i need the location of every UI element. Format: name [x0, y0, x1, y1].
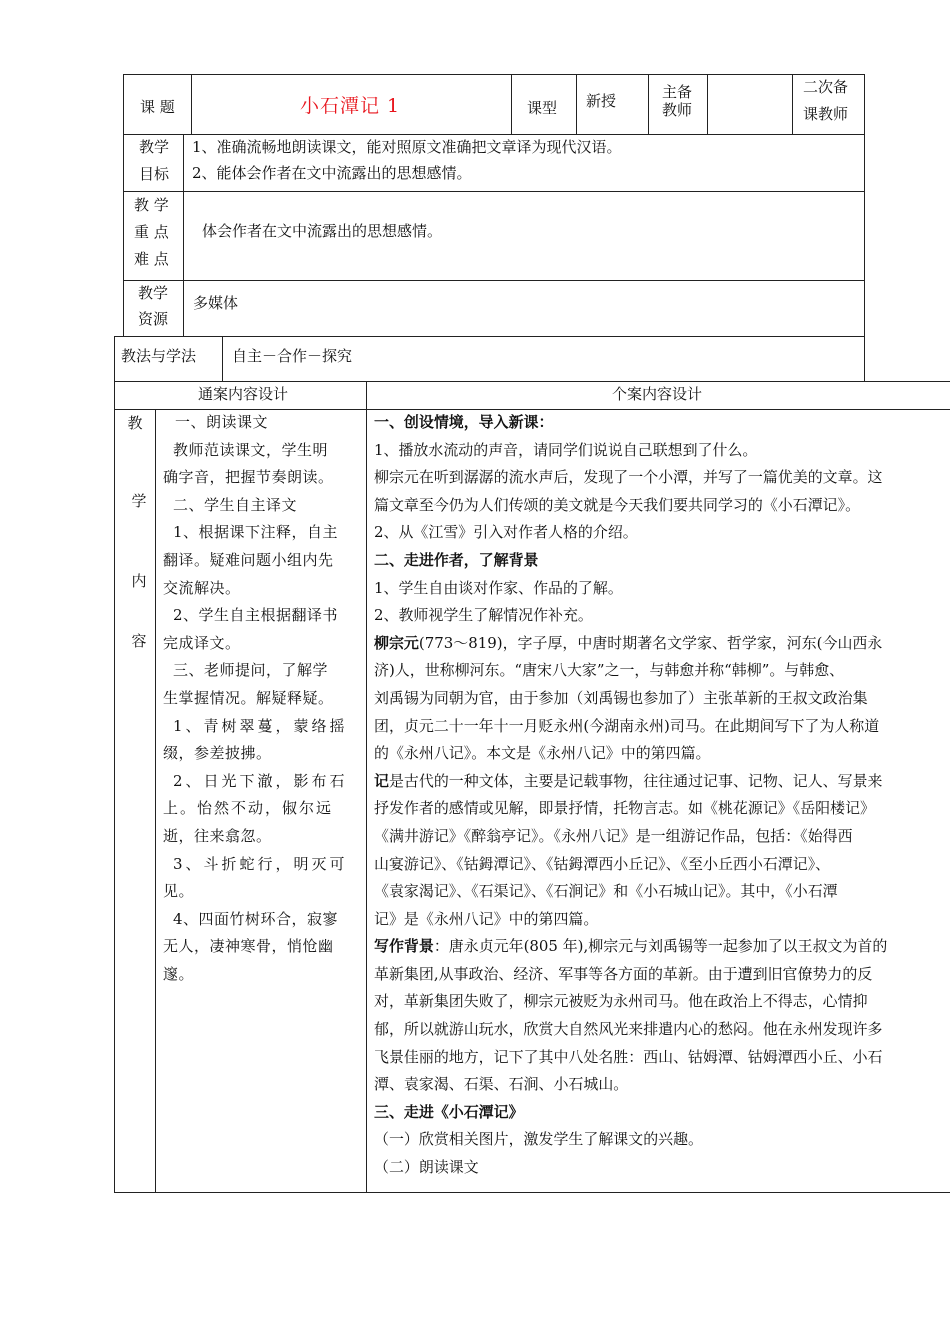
- individual-line: [374, 630, 946, 658]
- individual-line: [374, 713, 946, 741]
- common-line: 教师范读课文，学生明: [173, 440, 329, 459]
- main-teacher-label-1: 主备: [662, 83, 693, 101]
- common-line: 二、学生自主译文: [173, 495, 298, 514]
- individual-line-text: 柳宗元在听到潺潺的流水声后，发现了一个小潭，并写了一篇优美的文章。这: [374, 468, 883, 487]
- individual-line-bold: 二、走进作者，了解背景: [374, 550, 539, 569]
- individual-line-bold: 柳宗元: [374, 633, 419, 652]
- individual-line-text: 济)人，世称柳河东。“唐宋八大家”之一，与韩愈并称“韩柳”。与韩愈、: [374, 661, 845, 680]
- individual-line-text: 对，革新集团失败了，柳宗元被贬为永州司马。他在政治上不得志，心情抑: [374, 992, 868, 1011]
- individual-line: [374, 602, 946, 630]
- common-line: 见。: [163, 882, 195, 901]
- side-label-char-4: 容: [131, 632, 147, 650]
- goals-label-2: 目标: [139, 165, 170, 183]
- individual-line-bold: 写作背景: [374, 937, 434, 956]
- individual-line: [374, 685, 946, 713]
- keypoints-label-1: 教 学: [134, 196, 169, 214]
- individual-line: [374, 906, 946, 934]
- lesson-type-label: 课型: [527, 99, 558, 117]
- individual-line: [374, 1099, 946, 1127]
- common-line: 完成译文。: [163, 633, 241, 652]
- individual-line-text: ：唐永贞元年(805 年),柳宗元与刘禹锡等一起参加了以王叔文为首的: [433, 937, 888, 956]
- side-label-char-1: 教: [127, 414, 143, 432]
- individual-line: [374, 547, 946, 575]
- individual-line: [374, 1126, 946, 1154]
- common-content: [163, 409, 363, 988]
- common-line: 1、青树翠蔓，蒙络摇: [173, 716, 348, 735]
- common-line: 上。怡然不动，俶尔远: [163, 799, 334, 818]
- individual-line-bold: 三、走进《小石潭记》: [374, 1102, 524, 1121]
- keypoints-label-2: 重 点: [134, 223, 169, 241]
- individual-line-text: 篇文章至今仍为人们传颂的美文就是今天我们要共同学习的《小石潭记》。: [374, 495, 861, 514]
- individual-line-text: 的《永州八记》。本文是《永州八记》中的第四篇。: [374, 744, 711, 763]
- individual-line-text: 《满井游记》《醉翁亭记》。《永州八记》是一组游记作品，包括：《始得西: [374, 826, 853, 845]
- common-line: 三、老师提问，了解学: [173, 661, 329, 680]
- individual-line: [374, 519, 946, 547]
- common-line: 1、根据课下注释，自主: [173, 523, 339, 542]
- individual-line-text: 山宴游记》、《钴鉧潭记》、《钴鉧潭西小丘记》、《至小丘西小石潭记》、: [374, 854, 831, 873]
- resources-text: 多媒体: [193, 294, 239, 312]
- individual-line: [374, 933, 946, 961]
- goal-line-2: 2、能体会作者在文中流露出的思想感情。: [192, 164, 472, 182]
- individual-line-text: 团，贞元二十一年十一月贬永州(今湖南永州)司马。在此期间写下了为人称道: [374, 716, 880, 735]
- individual-line-text: 记》是《永州八记》中的第四篇。: [374, 909, 599, 928]
- individual-line-text: 抒发作者的感情或见解，即景抒情，托物言志。如《桃花源记》《岳阳楼记》: [374, 799, 876, 818]
- individual-line: [374, 575, 946, 603]
- individual-content: [374, 409, 948, 1182]
- individual-line: [374, 437, 946, 465]
- individual-line-bold: 记: [374, 771, 389, 790]
- common-line: 邃。: [163, 964, 195, 983]
- methods-text: 自主－合作－探究: [232, 347, 353, 365]
- common-line: 逝，往来翕忽。: [163, 826, 272, 845]
- individual-line: [374, 851, 946, 879]
- common-line: 缀，参差披拂。: [163, 744, 272, 763]
- individual-line: [374, 1071, 946, 1099]
- common-line: 2、学生自主根据翻译书: [173, 606, 339, 625]
- resources-label-2: 资源: [138, 310, 169, 328]
- common-line: 3、斗折蛇行，明灭可: [173, 854, 348, 873]
- goal-line-1: 1、准确流畅地朗读课文，能对照原文准确把文章译为现代汉语。: [192, 138, 622, 156]
- common-line: 翻译。疑难问题小组内先: [163, 550, 334, 569]
- side-label-char-2: 学: [131, 492, 147, 510]
- individual-line: [374, 464, 946, 492]
- individual-line-text: 是古代的一种文体，主要是记载事物，往往通过记事、记物、记人、写景来: [388, 771, 883, 790]
- individual-line-text: 刘禹锡为同朝为官，由于参加（刘禹锡也参加了）主张革新的王叔文政治集: [374, 688, 868, 707]
- common-line: 确字音，把握节奏朗读。: [163, 468, 334, 487]
- lesson-title: 小石潭记 1: [300, 95, 401, 117]
- methods-label: 教法与学法: [121, 347, 197, 365]
- main-teacher-label-2: 教师: [662, 101, 693, 119]
- common-line: 生掌握情况。解疑释疑。: [163, 688, 334, 707]
- individual-line-text: 《袁家渴记》、《石渠记》、《石涧记》和《小石城山记》。其中，《小石潭: [374, 882, 838, 901]
- common-design-header: 通案内容设计: [198, 385, 289, 403]
- individual-line-text: (773～819)，字子厚，中唐时期著名文学家、哲学家，河东(今山西永: [418, 633, 883, 652]
- individual-line: [374, 657, 946, 685]
- individual-line-text: 2、从《江雪》引入对作者人格的介绍。: [374, 523, 638, 542]
- individual-line: [374, 768, 946, 796]
- common-line: 4、四面竹树环合，寂寥: [173, 909, 339, 928]
- individual-line-text: 郁，所以就游山玩水，欣赏大自然风光来排遣内心的愁闷。他在永州发现许多: [374, 1020, 883, 1039]
- individual-line: [374, 988, 946, 1016]
- individual-design-header: 个案内容设计: [612, 385, 703, 403]
- second-teacher-label-1: 二次备: [803, 78, 849, 96]
- common-line: 无人，凄神寒骨，悄怆幽: [163, 937, 334, 956]
- individual-line-text: （二）朗读课文: [374, 1158, 479, 1177]
- individual-line: [374, 1016, 946, 1044]
- individual-line-text: （一）欣赏相关图片，激发学生了解课文的兴趣。: [374, 1130, 704, 1149]
- common-line: 交流解决。: [163, 578, 241, 597]
- individual-line: [374, 823, 946, 851]
- individual-line-text: 飞景佳丽的地方，记下了其中八处名胜：西山、钴姆潭、钴姆潭西小丘、小石: [374, 1047, 883, 1066]
- side-label-char-3: 内: [131, 572, 147, 590]
- individual-line-text: 潭、袁家渴、石渠、石涧、小石城山。: [374, 1075, 629, 1094]
- individual-line: [374, 409, 946, 437]
- individual-line: [374, 878, 946, 906]
- common-line: 2、日光下澈，影布石: [173, 771, 348, 790]
- individual-line-text: 2、教师视学生了解情况作补充。: [374, 606, 593, 625]
- individual-line: [374, 961, 946, 989]
- topic-label: 课 题: [140, 98, 175, 116]
- individual-line: [374, 740, 946, 768]
- individual-line: [374, 1044, 946, 1072]
- individual-line: [374, 1154, 946, 1182]
- resources-label-1: 教学: [138, 284, 169, 302]
- individual-line-bold: 一、创设情境，导入新课：: [374, 413, 554, 431]
- lesson-type-value: 新授: [586, 92, 617, 110]
- individual-line-text: 革新集团,从事政治、经济、军事等各方面的革新。由于遭到旧官僚势力的反: [374, 964, 873, 983]
- individual-line: [374, 795, 946, 823]
- individual-line-text: 1、播放水流动的声音，请同学们说说自己联想到了什么。: [374, 440, 758, 459]
- keypoints-label-3: 难 点: [134, 250, 169, 268]
- goals-label-1: 教学: [139, 138, 170, 156]
- second-teacher-label-2: 课教师: [803, 105, 849, 123]
- common-line: 一、朗读课文: [175, 413, 269, 431]
- individual-line-text: 1、学生自由谈对作家、作品的了解。: [374, 578, 623, 597]
- individual-line: [374, 492, 946, 520]
- keypoints-text: 体会作者在文中流露出的思想感情。: [202, 222, 443, 240]
